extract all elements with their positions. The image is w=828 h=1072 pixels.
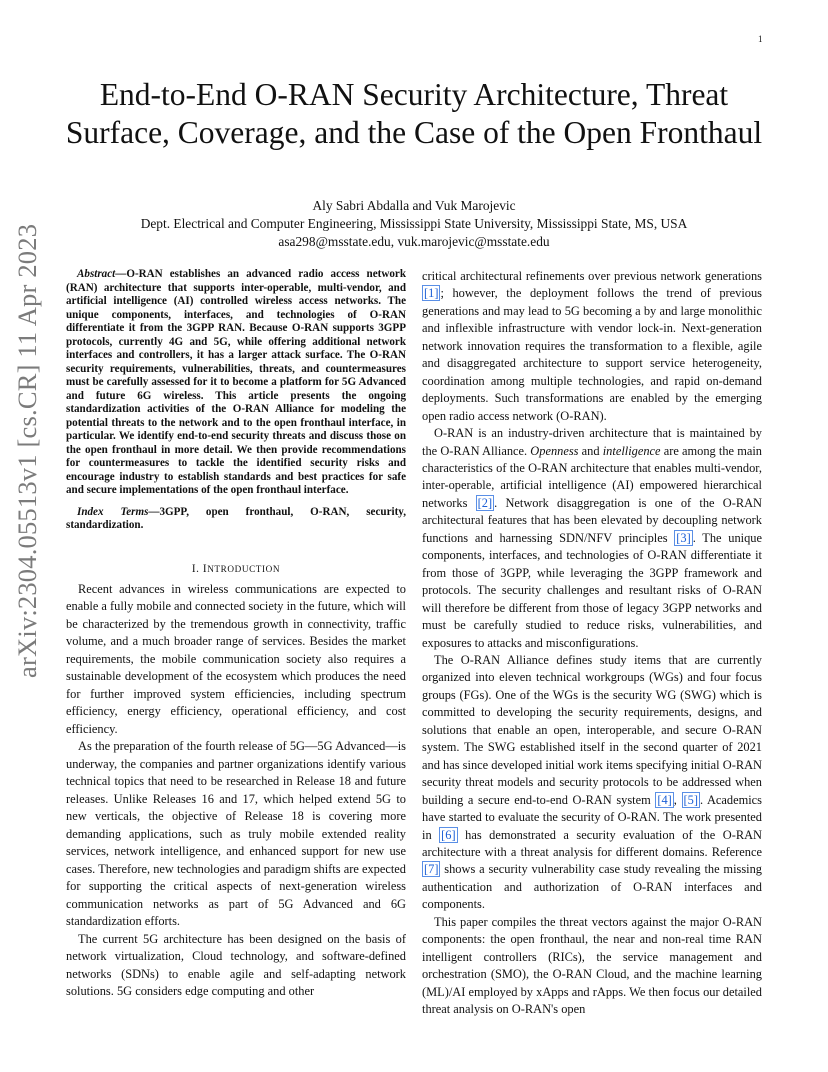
intro-paragraph-3: The current 5G architecture has been designed on the basis of network virtualization, Cloud technology, and software-defined networks (SDNs) to enable agile and self-adapting network solutions. 5G considers edge computing and other [66,931,406,998]
body-paragraph-continued [422,268,762,425]
section-heading-introduction [66,563,406,575]
index-terms-label: Index Terms [77,505,149,518]
author-affiliation: Dept. Electrical and Computer Engineering, Mississippi State University, Mississippi State, MS, USA [140,216,688,231]
arxiv-identifier: arXiv:2304.05513v1 [cs.CR] 11 Apr 2023 [12,223,42,678]
text-run: ; however, the deployment follows the trend of previous generations and may lead to 5G becoming a by and large monolithic and inflexible infrastructure with vendor lock-in. Next-generation network innovation requires the transformation to a flexible, agile and disaggregated architecture to support service heterogeneity, coordination among multiple technologies, and rapid on-demand deployments. Such transformations are enabled by the emerging open radio access network (O-RAN). [422,286,762,423]
page-number: 1 [758,34,763,44]
text-run: . Academics have started to evaluate the security of O-RAN. The work presented in [422,792,763,842]
text-run: critical architectural refinements over previous network generations [422,269,762,283]
citation-link[interactable]: [3] [676,530,691,545]
emphasis-intelligence: intelligence [602,443,661,458]
text-run: O-RAN is an industry-driven architecture that is maintained by the O-RAN Alliance. [422,426,762,458]
text-run: . Network disaggregation is one of the O-RAN architectural features that has been elevated by decoupling network functions and harnessing SDN/NFV principles [422,495,762,545]
paper-title: End-to-End O-RAN Security Architecture, Threat Surface, Coverage, and the Case of the Open Fronthaul [65,77,763,150]
author-names: Aly Sabri Abdalla and Vuk Marojevic [312,198,516,213]
section-rest: NTRODUCTION [207,563,281,574]
section-initial: I [202,562,208,575]
text-run: and [578,443,603,458]
abstract-label: Abstract [77,268,116,280]
section-numeral: I. [191,562,203,575]
left-column [66,268,406,1001]
intro-paragraph-2: As the preparation of the fourth release of 5G—5G Advanced—is underway, the companies and partner organizations identify various technical topics that need to be researched in Release 18 and future releases. Unlike Releases 16 and 17, which helped extend 5G to new verticals, the objective of Release 18 is covering more demanding applications, such as truly mobile extended reality services, network intelligence, and enhanced support for new use cases. Therefore, new technologies and paradigm shifts are expected for supporting the critical aspects of next-generation wireless communication networks as part of 5G Advanced and 6G standardization efforts. [66,739,406,928]
body-paragraph-alliance [422,652,762,914]
intro-paragraph-1: Recent advances in wireless communications are expected to enable a fully mobile and connected society in the future, which will be characterized by the tremendous growth in connectivity, traffic volume, and a much broader range of services. Besides the market requirements, the mobile communication society also requires a sustainable development of the ecosystem which produces the need for further improved system efficiencies, including spectrum efficiency, energy efficiency, operational efficiency, and cost efficiency. [66,581,406,736]
text-run: . The unique components, interfaces, and technologies of O-RAN differentiate it from those of 3GPP, while leveraging the 3GPP framework and protocols. The security challenges and resultant risks of O-RAN will therefore be different from those of legacy 3GPP networks and must be carefully studied to reduce risks, vulnerabilities, and exposures to attacks and misconfigurations. [422,530,763,650]
body-paragraph-oran [422,425,762,652]
text-run: , [673,792,682,807]
author-block [60,197,768,251]
citation-link[interactable]: [2] [477,495,493,510]
citation-link[interactable]: [1] [424,286,439,301]
abstract-text: —O-RAN establishes an advanced radio access network (RAN) architecture that supports inter-operable, multi-vendor, and artificial intelligence (AI) controlled wireless access networks. The unique components, interfaces, and technologies of O-RAN differentiate it from the 3GPP RAN. Because O-RAN supports 3GPP protocols, currently 4G and 5G, while offering additional network interfaces and controllers, it has a larger attack surface. The O-RAN security requirements, vulnerabilities, threats, and countermeasures must be carefully assessed for it to become a platform for 5G Advanced and future 6G wireless. This article presents the ongoing standardization activities of the O-RAN Alliance for modeling the potential threats to the network and to the open fronthaul interface, in particular. We identify end-to-end security threats and discuss those on the open fronthaul in more detail. We then provide recommendations for countermeasures to tackle the identified security risks and encourage industry to establish standards and best practices for safe and secure implementations of the open fronthaul interface. [66,268,406,496]
abstract [66,268,406,498]
body-paragraph-threats: This paper compiles the threat vectors against the major O-RAN components: the open fronthaul, the near and non-real time RAN intelligent controllers (RICs), the service management and orchestration (SMO), the O-RAN Cloud, and the machine learning (ML)/AI employed by xApps and rApps. We then focus our detailed threat analysis on O-RAN's open [422,914,762,1017]
citation-link[interactable]: [5] [683,792,698,807]
text-run: shows a security vulnerability case study revealing the missing authentication and authorization of O-RAN interfaces and components. [422,862,762,912]
index-terms [66,506,406,533]
emphasis-openness: Openness [530,443,579,458]
text-run: has demonstrated a security evaluation of the O-RAN architecture with a threat analysis for different domains. Reference [422,827,762,859]
right-column [422,268,762,1018]
citation-link[interactable]: [6] [441,827,456,842]
text-run: The O-RAN Alliance defines study items that are currently organized into eleven technical workgroups (WGs) and four focus groups (FGs). One of the WGs is the security WG (SWG) which is committed to developing the security requirements, designs, and solutions that enable an open, interoperable, and secure O-RAN system. The SWG established itself in the second quarter of 2021 and has since developed initial work items specifying initial O-RAN security threat models and security protocols to be addressed when building a secure end-to-end O-RAN system [422,652,762,807]
index-terms-text: —3GPP, open fronthaul, O-RAN, security, standardization. [66,505,406,531]
author-emails: asa298@msstate.edu, vuk.marojevic@msstate.edu [278,234,550,249]
citation-link[interactable]: [7] [424,862,439,877]
citation-link[interactable]: [4] [657,792,672,807]
text-run: are among the main characteristics of the O-RAN architecture that enables multi-vendor, inter-operable, artificial intelligence (AI) empowered hierarchical networks [422,443,762,510]
